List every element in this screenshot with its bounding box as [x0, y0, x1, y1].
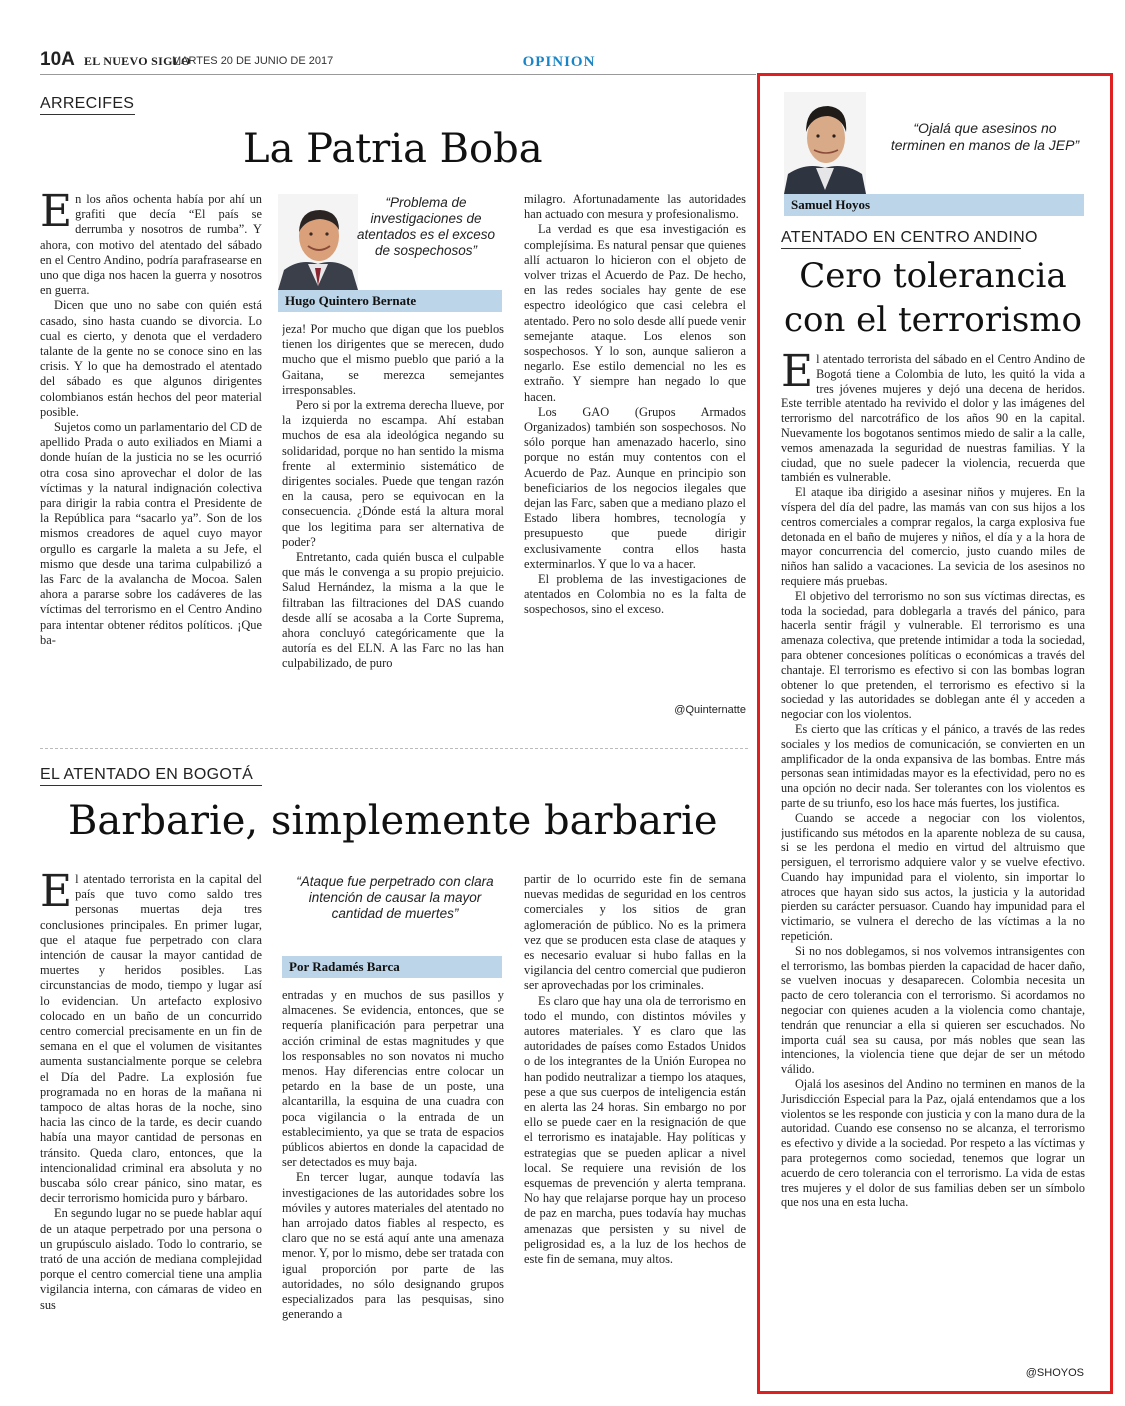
paragraph: Es cierto que las críticas y el pánico, a través de las redes sociales y los medios de comunicación, se convierten en un amplificador de la onda expansiva de las bombas. Entre más personas sean intimidadas mayor es la efectividad, pero no es una opción no decir nada. Ser tolerantes con los violentos es parte de su triunfo, eso los hace más fuertes, los justifica.: [781, 721, 1085, 810]
article3-pull-quote: “Ojalá que asesinos no terminen en manos de la JEP”: [890, 120, 1080, 153]
paragraph: jeza! Por mucho que digan que los pueblos tienen los dirigentes que se merecen, dudo mucho que el mismo pueblo que parió a la Gaitana, se merezca semejantes irresponsables.: [282, 322, 504, 397]
article3-body: [781, 352, 1085, 1372]
drop-cap: E: [40, 872, 73, 917]
article2-kicker: EL ATENTADO EN BOGOTÁ: [40, 766, 254, 783]
paragraph: Los GAO (Grupos Armados Organizados) también son sospechosos. No sólo porque han amenazado hacerlo, sino porque no están muy contentos con el Acuerdo de Paz. Aunque en principio son beneficiarios de los negocios ilegales que dejan las Farc, saben que a mediano plazo el Estado libera hombres, tecnología y presupuesto que puede dirigir exclusivamente contra ellos hasta exterminarlos. Y que lo va a hacer.: [524, 404, 746, 571]
paragraph: Sujetos como un parlamentario del CD de apellido Prada o auto exiliados en Miami a donde huían de la justicia no se les ocurrió otra cosa sino aprovechar el dolor de las víctimas y la natural indignación colectiva para dirigir la rabia contra el Presidente de la República para “sacarlo ya”. Son de los mismos creadores de aquel cuyo mayor orgullo es cargarle la maleta a su Jefe, el mismo que desde una tarima culpabilizó a las Farc de la avalancha de Mocoa. Salen ahora a pararse sobre los cadáveres de las víctimas del terrorismo en el Centro Andino para intentar obtener réditos políticos. ¡Que ba-: [40, 420, 262, 647]
paragraph: partir de lo ocurrido este fin de semana nuevas medidas de seguridad en los centros comerciales y los sitios de gran aglomeración de público. No es la primera vez que se producen esta clase de ataques y es necesario evaluar si hubo fallas en la vigilancia del centro comercial que pudieron ser aprovechadas por los criminales.: [524, 872, 746, 993]
drop-cap: E: [781, 352, 814, 397]
article3-author-handle: @SHOYOS: [1025, 1367, 1084, 1379]
article-separator: [40, 748, 748, 749]
section-name: OPINION: [522, 54, 596, 70]
paragraph: Si no nos doblegamos, si nos volvemos intransigentes con el terrorismo, las bombas pierden la capacidad de hacer daño, se vuelven inocuas y desaparecen. Colombia necesita un pacto de cero tolerancia con el terrorismo. Si acordamos no negociar con quienes acuden a la violencia como chantaje, tendrán que renunciar a ella si quieren ser escuchados. No importa cuál sea su causa, por más nobles que sean las intenciones, la violencia tiene que dejar de ser un método válido.: [781, 943, 1085, 1077]
paragraph: Es claro que hay una ola de terrorismo en todo el mundo, con distintos móviles y autores materiales. Y es claro que las autoridades de países como Estados Unidos o de los integrantes de la Unión Europea no han podido neutralizar a tiempo los ataques, pese a que sus cuerpos de inteligencia están en alerta las 24 horas. Sin embargo no por ello se puede caer en la resignación de que el terrorismo es inatajable. Hay políticas y estrategias que se pueden aplicar a nivel local. Se requiere una revisión de los esquemas de prevención y alerta temprana. No hay que relajarse porque hay un proceso de paz en marcha, pues todavía hay muchas amenazas que persisten y su nivel de peligrosidad es, a la luz de los hechos de este fin de semana, muy altos.: [524, 993, 746, 1267]
article3-headline-line2: con el terrorismo: [783, 300, 1083, 340]
article1-headline: La Patria Boba: [243, 126, 543, 172]
paragraph: En segundo lugar no se puede hablar aquí de un ataque perpetrado por una persona o un grupúsculo aislado. Todo lo contrario, se trató de una acción de mediana complejidad porque el centro comercial tiene una amplia vigilancia interna, con cámaras de video en sus: [40, 1206, 262, 1312]
header-rule: [40, 74, 756, 75]
paragraph: Ojalá los asesinos del Andino no terminen en manos de la Jurisdicción Especial para la Paz, ojalá entendamos que a los violentos se les responde con justicia y con la mano dura de la autoridad. Cuando ese consenso no se alcanza, el terrorismo es efectivo y divide a la sociedad. Por respeto a las víctimas y para protegernos como sociedad, tenemos que lograr un acuerdo de cero tolerancia con el terrorismo. La vida de estas tres mujeres y el dolor de sus familias deben ser un símbolo que nos una en esta lucha.: [781, 1077, 1085, 1210]
paragraph: El problema de las investigaciones de atentados en Colombia no es la falta de sospechosos, sino el exceso.: [524, 572, 746, 617]
article3-kicker-rule: [781, 248, 1021, 249]
article2-column-3: [524, 872, 746, 1382]
paragraph: milagro. Afortunadamente las autoridades han actuado con mesura y profesionalismo.: [524, 192, 746, 222]
article2-headline: Barbarie, simplemente barbarie: [68, 798, 718, 844]
paragraph: El objetivo del terrorismo no son sus víctimas directas, es toda la sociedad, para doblegarla a través del pánico, para hacerla sentir frágil y vulnerable. El terrorismo es una amenaza colectiva, que pretende intimidar a toda la sociedad, para obtener concesiones políticas o económicas a través del chantaje. El terrorismo es efectivo si con las bombas logran obtener lo que pretenden, el terrorismo es efectivo si la sociedad y las autoridades se doblegan ante él y acceden a negociar con los violentos.: [781, 588, 1085, 722]
paragraph: La verdad es que esa investigación es complejísima. Es natural pensar que quienes allí actuaron lo hicieron con el objeto de volver trizas el Acuerdo de Paz. De hecho, en las redes sociales hay gente de ese espectro ideológico que casi celebra el atentado. Pero no solo desde allí puede venir semejante ataque. Los elenos son sospechosos. Y lo son, aunque salieron a negarlo. Ese estilo demencial no les es extraño. Y siempre han negado lo que hacen.: [524, 222, 746, 404]
article1-column-1: [40, 192, 262, 722]
paper-date: MARTES 20 DE JUNIO DE 2017: [172, 55, 334, 67]
paragraph: Dicen que uno no sabe con quién está casado, sino hasta cuando se divorcia. Lo cual es cierto, y denota que el verdadero talante de la gente no se conoce sino en las crisis. Y lo que ha demostrado el atentado del sábado es que algunos dirigentes colombianos están hechos del peor material posible.: [40, 298, 262, 419]
paragraph: Cuando se accede a negociar con los violentos, justificando sus métodos en la aparente nobleza de su causa, si se les perdona el medio en virtud del altruismo que persiguen, el terrorismo adquiere valor y se vuelve efectivo. Cuando hay impunidad para el violento, sin importar lo atroces que hayan sido sus actos, la justicia y la autoridad pierden su carácter persuasor. Cuando hay impunidad para el victimario, se vulnera el derecho de las víctimas a la no repetición.: [781, 810, 1085, 944]
paragraph: El ataque iba dirigido a asesinar niños y mujeres. En la víspera del día del padre, las mamás van con sus hijos a los centros comerciales a comprar regalos, la carga explosiva fue detonada en el baño de mujeres y niños, el día y a la hora de mayor concurrencia del comercio, justo cuando miles de niños han salido a vacaciones. La sevicia de los asesinos no requiere más pruebas.: [781, 485, 1085, 588]
drop-cap: E: [40, 192, 73, 237]
portrait-samuel-hoyos: [784, 92, 866, 194]
article1-byline: Hugo Quintero Bernate: [278, 290, 502, 312]
paragraph: El atentado terrorista del sábado en el Centro Andino de Bogotá tiene a Colombia de luto, les quitó la vida a tres jóvenes mujeres y dejó una decena de heridos. Este terrible atentado ha revivido el dolor y las imágenes del terrorismo del narcotráfico de los años 90 en la capital. Nuevamente los bogotanos sentimos miedo de salir a la calle, vemos amenazada la seguridad de nuestras familias. Y la ciudad, que no suele padecer la violencia, recuerda que también es vulnerable.: [781, 352, 1085, 485]
paragraph: En tercer lugar, aunque todavía las investigaciones de las autoridades sobre los móviles y autores materiales del atentado no han arrojado datos fiables al respecto, es claro que no se está aquí ante una amenaza menor. Y, por lo mismo, debe ser tratada con igual proporción por parte de las autoridades, no sólo designando grupos especializados para las pesquisas, sino generando a: [282, 1170, 504, 1322]
article1-kicker: ARRECIFES: [40, 95, 135, 112]
article1-author-handle: @Quinternatte: [674, 704, 746, 716]
article2-pull-quote: “Ataque fue perpetrado con clara intención de causar la mayor cantidad de muertes”: [296, 874, 494, 921]
page-number: 10A: [40, 49, 75, 70]
paragraph: Pero si por la extrema derecha llueve, por la izquierda no escampa. Ahí estaban muchos de esa ala ideológica negando su solidaridad, porque no han sentido la misma frente al exterminio sistemático de dirigentes sociales. Puede que tengan razón en la causa, pero se equivocan en la consecuencia. ¿Dónde está la altura moral que los legitima para ser alternativa de poder?: [282, 398, 504, 549]
paragraph: entradas y en muchos de sus pasillos y almacenes. Se evidencia, entonces, que se requería planificación para perpetrar una acción criminal de estas magnitudes y que los responsables no son novatos ni mucho menos. Hay diferencias entre colocar un petardo en la base de un poste, una alcantarilla, la esquina de una cuadra con poca vigilancia o la entrada de un establecimiento, ya que se trata de espacios públicos abiertos en donde la capacidad de ser detectados es muy baja.: [282, 988, 504, 1170]
paragraph: En los años ochenta había por ahí un grafiti que decía “El país se derrumba y nosotros de rumba”. Y ahora, con motivo del atentado del sábado en el Centro Andino, podría parafrasearse en uno que diga nos hacen la guerra y nosotros en guerra.: [40, 192, 262, 298]
article3-kicker: ATENTADO EN CENTRO ANDINO: [781, 229, 1038, 246]
article2-kicker-rule: [40, 785, 262, 786]
paragraph: Entretanto, cada quién busca el culpable que más le convenga a su propio prejuicio. Salud Hernández, la misma a la que le filtraban las filtraciones del DAS cuando desde allí se acosaba a la Corte Suprema, ahora concluyó categóricamente que la autoría es del ELN. A las Farc no las han culpabilizado, de puro: [282, 550, 504, 671]
article1-column-3: [524, 192, 746, 704]
article2-column-2: [282, 988, 504, 1382]
article3-byline: Samuel Hoyos: [784, 194, 1084, 216]
paragraph: El atentado terrorista en la capital del país que tuvo como saldo tres personas muertas deja tres conclusiones principales. En primer lugar, que el ataque fue perpetrado con clara intención de causar la mayor cantidad de muertes y heridos posibles. Las circunstancias de modo, tiempo y lugar así lo evidencian. Un artefacto explosivo colocado en un baño de un concurrido centro comercial precisamente en un fin de semana en el que el volumen de visitantes aumenta sustancialmente porque se celebra el Día del Padre. La explosión fue programada no en horas de la mañana ni tampoco de altas horas de la noche, sino hacia las cinco de la tarde, es decir cuando había una mayor cantidad de personas en tránsito. Queda claro, entonces, que la intencionalidad criminal era absoluta y no buscaba sólo crear pánico, sino matar, es decir terrorismo homicida puro y bárbaro.: [40, 872, 262, 1206]
article1-pull-quote: “Problema de investigaciones de atentados es el exceso de sospechosos”: [356, 195, 496, 258]
article3-headline-line1: Cero tolerancia: [799, 256, 1067, 296]
article2-column-1: [40, 872, 262, 1382]
paper-name: EL NUEVO SIGLO: [84, 54, 191, 68]
article2-byline: Por Radamés Barca: [282, 956, 502, 978]
article1-kicker-rule: [40, 114, 135, 115]
article1-column-2: [282, 322, 504, 722]
portrait-hugo-quintero: [278, 194, 358, 290]
